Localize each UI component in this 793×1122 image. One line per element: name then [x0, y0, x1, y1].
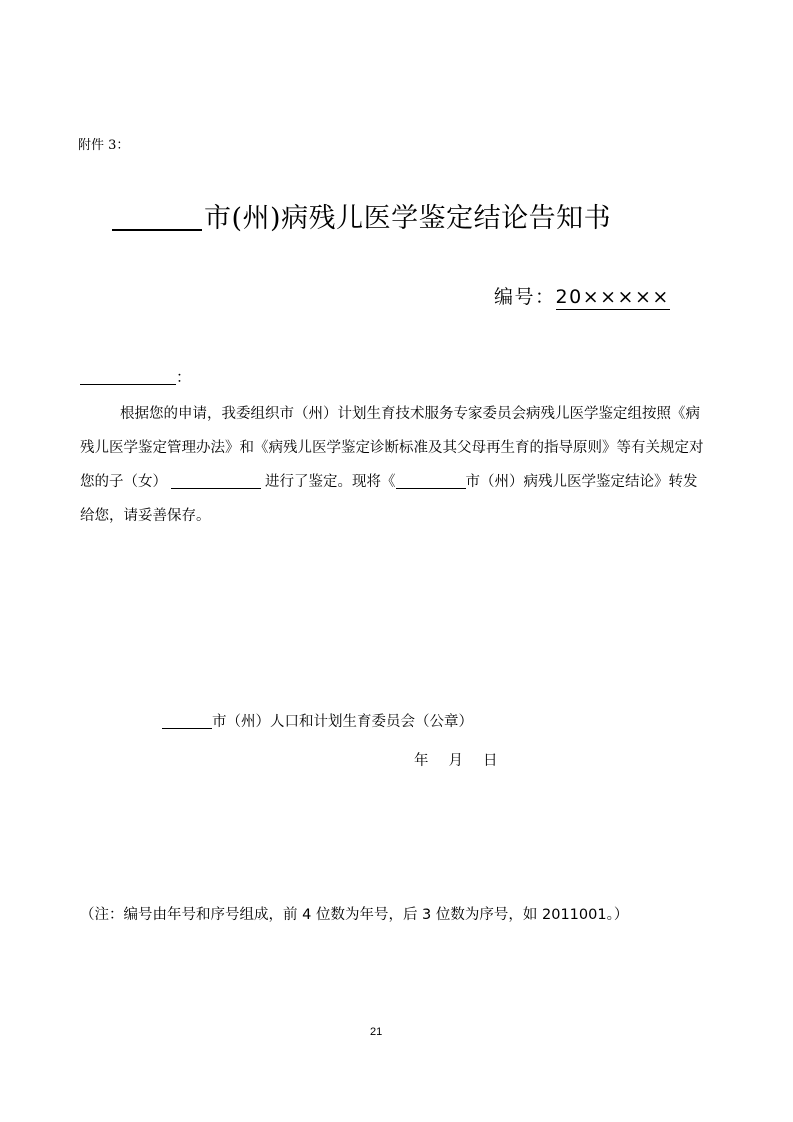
body-line-4: 给您，请妥善保存。 [80, 508, 211, 524]
footnote: （注：编号由年号和序号组成，前 4 位数为年号，后 3 位数为序号，如 2011001。） [80, 907, 629, 923]
signature-text: 市（州）人口和计划生育委员会（公章） [212, 714, 473, 730]
date-year: 年 [414, 753, 429, 769]
signature-city-blank[interactable] [162, 712, 212, 729]
title-city-blank[interactable] [112, 203, 202, 231]
body-paragraph [80, 397, 704, 533]
title-text: 市(州)病残儿医学鉴定结论告知书 [204, 203, 612, 234]
number-label: 编号： [494, 286, 556, 308]
document-number [494, 282, 670, 309]
date-month: 月 [448, 753, 463, 769]
addressee-line [80, 366, 191, 387]
addressee-colon: ： [176, 368, 192, 386]
city-blank[interactable] [396, 472, 466, 489]
body-line-3-part-b: 进行了鉴定。现将《 [265, 474, 396, 490]
body-line-3-part-c: 市（州）病残儿医学鉴定结论》转发 [465, 474, 698, 490]
attachment-label: 附件 3： [78, 138, 130, 153]
addressee-blank[interactable] [80, 368, 176, 385]
date-line [414, 749, 498, 770]
body-line-3-part-a: 您的子（女） [80, 474, 167, 490]
document-title [112, 196, 611, 235]
date-day: 日 [483, 753, 498, 769]
number-value: 20××××× [555, 286, 670, 308]
body-line-1: 根据您的申请，我委组织市（州）计划生育技术服务专家委员会病残儿医学鉴定组按照《病 [120, 406, 700, 422]
child-name-blank[interactable] [171, 472, 261, 489]
signature-line [162, 710, 473, 731]
body-line-3 [80, 465, 698, 499]
page-number: 21 [370, 1026, 383, 1038]
body-line-2: 残儿医学鉴定管理办法》和《病残儿医学鉴定诊断标准及其父母再生育的指导原则》等有关规定对 [80, 440, 704, 456]
